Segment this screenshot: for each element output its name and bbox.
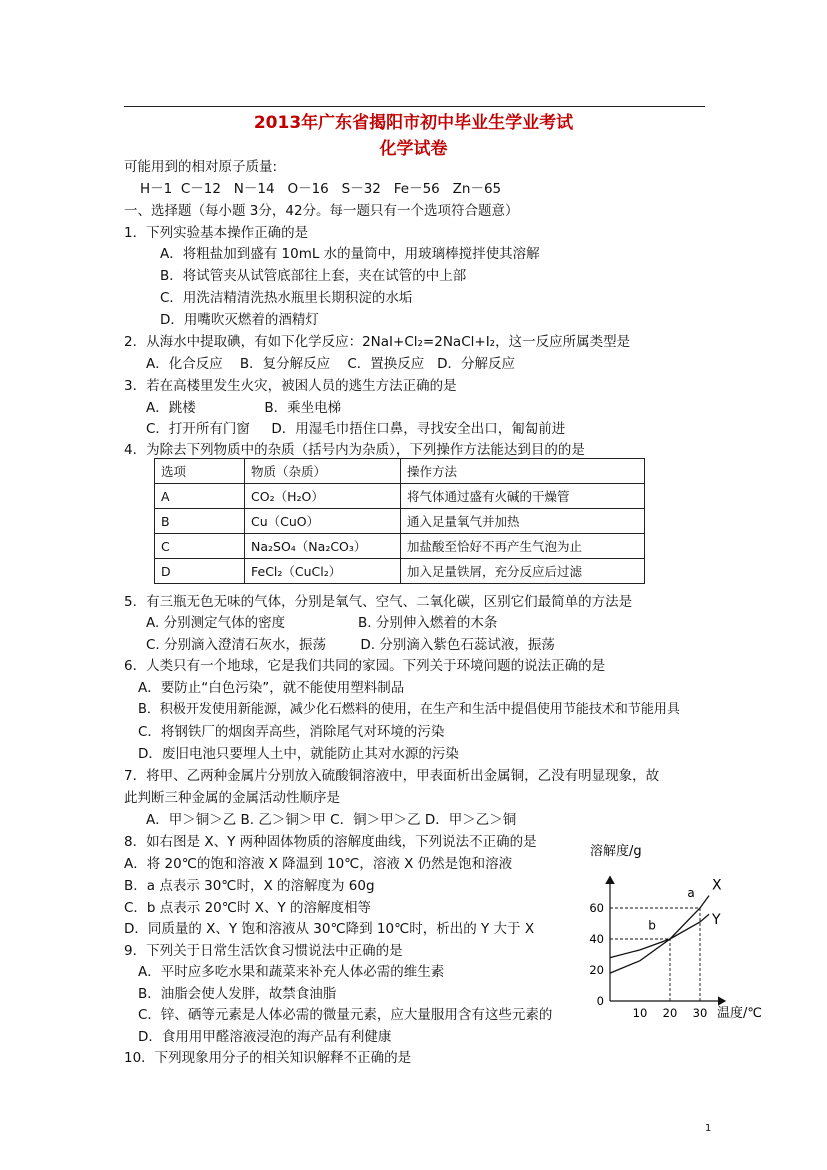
question-9-option-a: A．平时应多吃水果和蔬菜来补充人体必需的维生素 — [138, 964, 445, 980]
question-3-stem: 3．若在高楼里发生火灾，被困人员的逃生方法正确的是 — [124, 378, 457, 394]
question-9-option-c: C．锌、硒等元素是人体必需的微量元素，应大量服用含有这些元素的 — [138, 1007, 553, 1023]
y-axis-label: 溶解度/g — [590, 844, 642, 859]
question-5-stem: 5．有三瓶无色无味的气体，分别是氧气、空气、二氧化碳，区别它们最简单的方法是 — [124, 594, 633, 610]
y-tick-label: 20 — [589, 963, 604, 977]
question-9-option-d: D．食用用甲醛溶液浸泡的海产品有利健康 — [138, 1029, 392, 1045]
question-5-options-ab: A. 分别测定气体的密度 B. 分别伸入燃着的木条 — [146, 615, 498, 631]
question-1-option-c: C．用洗洁精清洗热水瓶里长期积淀的水垢 — [160, 290, 413, 306]
question-2-stem: 2．从海水中提取碘，有如下化学反应：2NaI+Cl₂=2NaCl+I₂，这一反应所属类型是 — [124, 334, 631, 350]
table-cell: D — [155, 559, 245, 584]
exam-subtitle: 化学试卷 — [379, 139, 448, 159]
question-3-options-ab: A．跳楼 B．乘坐电梯 — [146, 400, 342, 416]
question-6-stem: 6．人类只有一个地球，它是我们共同的家园。下列关于环境问题的说法正确的是 — [124, 658, 606, 674]
table-cell: Na₂SO₄（Na₂CO₃） — [245, 534, 401, 559]
question-1-option-a: A．将粗盐加到盛有 10mL 水的量筒中，用玻璃棒搅拌使其溶解 — [160, 246, 540, 262]
table-header-cell: 操作方法 — [401, 459, 645, 484]
question-8-option-a: A．将 20℃的饱和溶液 X 降温到 10℃，溶液 X 仍然是饱和溶液 — [124, 856, 513, 872]
question-4-stem: 4．为除去下列物质中的杂质（括号内为杂质），下列操作方法能达到目的的是 — [124, 442, 585, 458]
point-label-b: b — [648, 918, 656, 933]
question-6-option-b: B．积极开发使用新能源，减少化石燃料的使用，在生产和生活中提倡使用节能技术和节能用具 — [138, 702, 680, 717]
table-header-cell: 物质（杂质） — [245, 459, 401, 484]
x-axis-label: 温度/℃ — [717, 1006, 762, 1021]
question-7-stem-line2: 此判断三种金属的金属活动性顺序是 — [124, 790, 340, 806]
x-tick-label: 20 — [662, 1006, 678, 1020]
top-rule — [124, 106, 705, 107]
y-tick-label: 0 — [596, 994, 604, 1008]
question-8-stem: 8．如右图是 X、Y 两种固体物质的溶解度曲线，下列说法不正确的是 — [124, 834, 537, 850]
question-1-option-d: D．用嘴吹灭燃着的酒精灯 — [160, 312, 319, 328]
section-heading: 一、选择题（每小题 3分，42分。每一题只有一个选项符合题意） — [124, 203, 519, 219]
question-9-stem: 9．下列关于日常生活饮食习惯说法中正确的是 — [124, 943, 403, 959]
table-header-row — [155, 459, 645, 484]
question-10-stem: 10．下列现象用分子的相关知识解释不正确的是 — [124, 1050, 412, 1066]
table-cell: B — [155, 509, 245, 534]
question-1-stem: 1．下列实验基本操作正确的是 — [124, 225, 309, 241]
x-tick-label: 30 — [692, 1006, 708, 1020]
question-8-option-d: D．同质量的 X、Y 饱和溶液从 30℃降到 10℃时，析出的 Y 大于 X — [124, 921, 535, 937]
question-4-table — [154, 458, 645, 584]
table-header-cell: 选项 — [155, 459, 245, 484]
table-cell: 加盐酸至恰好不再产生气泡为止 — [401, 534, 645, 559]
x-tick-label: 10 — [632, 1006, 648, 1020]
table-cell: 加入足量铁屑，充分反应后过滤 — [401, 559, 645, 584]
question-6-option-d: D．废旧电池只要埋人土中，就能防止其对水源的污染 — [138, 746, 459, 762]
question-8-option-b: B．a 点表示 30℃时，X 的溶解度为 60g — [124, 878, 375, 894]
question-2-options: A．化合反应 B．复分解反应 C．置换反应 D．分解反应 — [146, 356, 516, 372]
y-tick-label: 60 — [589, 901, 604, 915]
table-row — [155, 559, 645, 584]
atomic-mass-values: H－1 C－12 N－14 O－16 S－32 Fe－56 Zn－65 — [140, 181, 502, 197]
series-line-y — [610, 914, 709, 957]
table-row — [155, 534, 645, 559]
atomic-mass-label: 可能用到的相对原子质量: — [124, 159, 278, 175]
exam-title: 2013年广东省揭阳市初中毕业生学业考试 — [253, 113, 574, 133]
question-1-option-b: B．将试管夹从试管底部往上套，夹在试管的中上部 — [160, 268, 467, 284]
table-cell: CO₂（H₂O） — [245, 484, 401, 509]
point-label-a: a — [687, 886, 695, 901]
question-8-option-c: C．b 点表示 20℃时 X、Y 的溶解度相等 — [124, 900, 371, 916]
question-6-option-c: C．将钢铁厂的烟囱弄高些，消除尾气对环境的污染 — [138, 724, 445, 740]
series-label-x: X — [712, 877, 722, 894]
table-cell: A — [155, 484, 245, 509]
question-3-options-cd: C．打开所有门窗 D．用湿毛巾捂住口鼻，寻找安全出口，匍匐前进 — [146, 421, 566, 437]
question-7-options: A．甲＞铜＞乙 B. 乙＞铜＞甲 C．铜＞甲＞乙 D．甲＞乙＞铜 — [146, 812, 517, 828]
y-tick-label: 40 — [589, 932, 604, 946]
page-number: 1 — [705, 1123, 712, 1134]
series-line-x — [610, 896, 709, 974]
table-cell: C — [155, 534, 245, 559]
solubility-chart — [585, 838, 785, 1028]
series-label-y: Y — [712, 912, 721, 929]
table-row — [155, 484, 645, 509]
table-row — [155, 509, 645, 534]
table-cell: 将气体通过盛有火碱的干燥管 — [401, 484, 645, 509]
table-cell: Cu（CuO） — [245, 509, 401, 534]
table-cell: FeCl₂（CuCl₂） — [245, 559, 401, 584]
question-5-options-cd: C. 分别滴入澄清石灰水，振荡 D. 分别滴入紫色石蕊试液，振荡 — [146, 637, 555, 653]
question-9-option-b: B．油脂会使人发胖，故禁食油脂 — [138, 986, 337, 1002]
table-cell: 通入足量氧气并加热 — [401, 509, 645, 534]
question-7-stem-line1: 7．将甲、乙两种金属片分别放入硫酸铜溶液中，甲表面析出金属铜，乙没有明显现象，故 — [124, 768, 660, 784]
question-6-option-a: A．要防止“白色污染”，就不能使用塑料制品 — [138, 680, 405, 696]
